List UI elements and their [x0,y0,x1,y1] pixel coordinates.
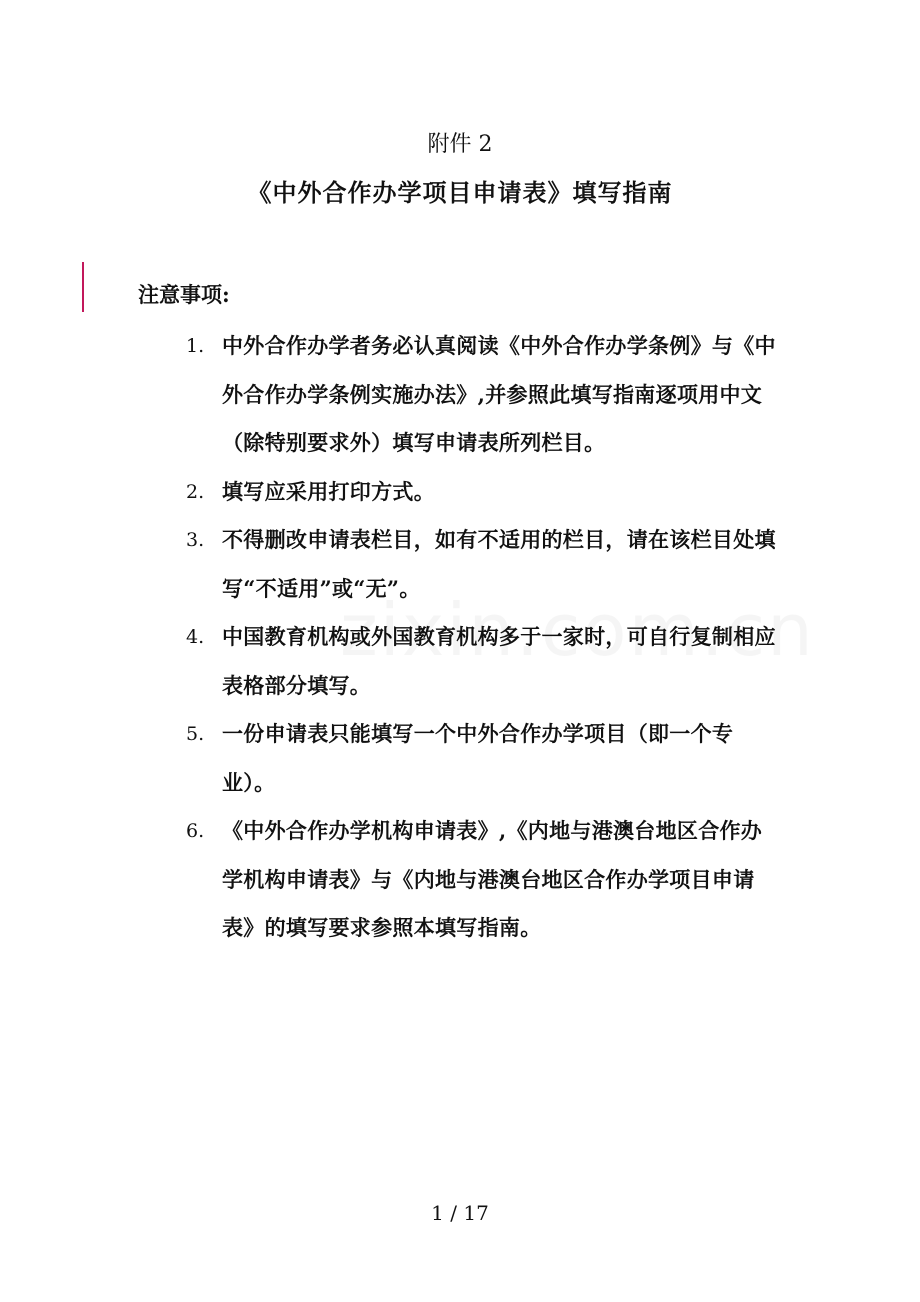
note-number: 2. [186,480,205,503]
note-number: 4. [186,626,205,648]
note-text: 《中外合作办学机构申请表》,《内地与港澳台地区合作办学机构申请表》与《内地与港澳台地区合作办学项目申请表》的填写要求参照本填写指南。 [222,818,763,940]
note-number: 1. [186,335,205,357]
note-item [0,613,920,710]
document-title: 《中外合作办学项目申请表》填写指南 [247,179,673,207]
note-number: 6. [186,820,205,842]
notes-heading: 注意事项: [138,282,230,307]
note-item [0,710,920,807]
note-item [0,516,920,613]
note-text: 一份申请表只能填写一个中外合作办学项目（即一个专业）。 [222,721,734,795]
note-text: 填写应采用打印方式。 [222,478,435,504]
note-number: 3. [186,529,205,551]
page-number: 1 / 17 [431,1201,489,1225]
note-text: 不得删改申请表栏目，如有不适用的栏目，请在该栏目处填写“不适用”或“无”。 [222,527,776,601]
attachment-label: 附件 2 [427,132,493,157]
note-text: 中国教育机构或外国教育机构多于一家时，可自行复制相应表格部分填写。 [222,624,776,698]
revision-margin-mark [82,262,84,312]
note-item [0,322,920,468]
note-item [0,468,920,517]
note-item [0,807,920,953]
notes-list [0,322,920,953]
note-text: 中外合作办学者务必认真阅读《中外合作办学条例》与《中外合作办学条例实施办法》,并参照此填写指南逐项用中文（除特别要求外）填写申请表所列栏目。 [222,333,776,455]
note-number: 5. [186,723,205,745]
